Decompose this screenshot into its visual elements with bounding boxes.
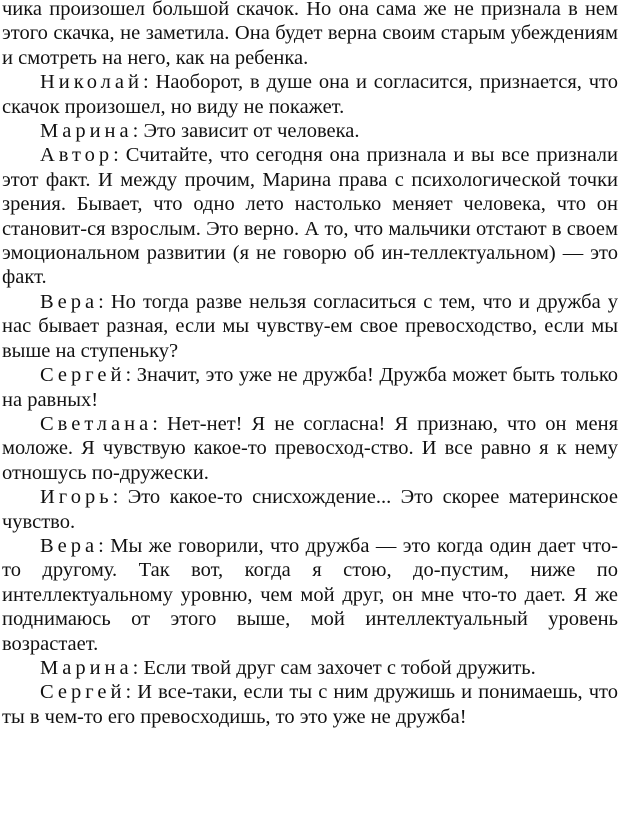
speaker-name: Светлана [40,412,153,435]
speaker-name: Марина [40,656,133,679]
paragraph-text: Это зависит от человека. [143,120,360,143]
paragraph-sergei [2,363,618,412]
speaker-colon: : [113,144,119,167]
paragraph-vera-2 [2,534,618,656]
paragraph-svetlana [2,412,618,485]
speaker-colon: : [132,656,139,679]
paragraph-nikolai [2,70,618,119]
speaker-name: Сергей [40,681,126,704]
paragraph-text: Мы же говорили, что дружба — это когда один дает что-то другому. Так вот, когда я стою, до-пустим, ниже по интеллектуальному уровню, чем мой друг, он мне что-то дает. Я же поднимаюсь от этого выше, мой интеллектуальный уровень возрастает. [2,534,618,655]
paragraph-text: Считайте, что сегодня она признала и вы все признали этот факт. И между прочим, Марина права с психологической точки зрения. Бывает, что одно лето настолько меняет человека, что он становит-ся взрослым. Это верно. А то, что мальчики отстают в своем эмоциональном развитии (я не говорю об ин-теллектуальном) — это факт. [2,144,619,289]
paragraph-marina-2 [2,656,618,680]
speaker-name: Николай [40,71,143,94]
speaker-colon: : [98,534,104,557]
paragraph-author [2,143,618,289]
paragraph-text: Наоборот, в душе она и согласится, признается, что скачок произошел, но виду не покажет. [2,71,618,118]
speaker-colon: : [142,71,149,94]
paragraph-vera [2,290,618,363]
speaker-name: Сергей [40,364,126,387]
speaker-name: Марина [40,120,133,143]
speaker-colon: : [125,681,132,704]
paragraph-text: Это какое-то снисхождение... Это скорее материнское чувство. [2,486,618,533]
paragraph-text: Значит, это уже не дружба! Дружба может быть только на равных! [2,364,619,411]
paragraph-text: Но тогда разве нельзя согласиться с тем, что и дружба у нас бывает разная, если мы чувству-ем свое превосходство, если мы выше на ступеньку? [2,290,618,362]
speaker-name: Игорь [40,486,113,509]
paragraph-sergei-2 [2,680,618,729]
speaker-colon: : [152,412,158,435]
paragraph-igor [2,485,618,534]
speaker-name: Автор [40,144,114,167]
paragraph-continued [2,0,618,70]
speaker-colon: : [132,120,139,143]
paragraph-text: Нет-нет! Я не согласна! Я признаю, что он меня моложе. Я чувствую какое-то превосход-ство. И все равно я к нему отношусь по-дружески. [2,412,618,484]
speaker-name: Вера [40,290,99,313]
speaker-colon: : [125,364,132,387]
paragraph-text: И все-таки, если ты с ним дружишь и понимаешь, что ты в чем-то его превосходишь, то это уже не дружба! [2,681,618,728]
speaker-name: Вера [40,534,99,557]
speaker-colon: : [98,290,104,313]
paragraph-text: Если твой друг сам захочет с тобой дружить. [143,656,536,679]
paragraph-marina [2,119,618,143]
speaker-colon: : [112,486,119,509]
paragraph-text: чика произошел большой скачок. Но она сама же не признала в нем этого скачка, не заметила. Она будет верна своим старым убеждениям и смотреть на него, как на ребенка. [2,0,618,69]
